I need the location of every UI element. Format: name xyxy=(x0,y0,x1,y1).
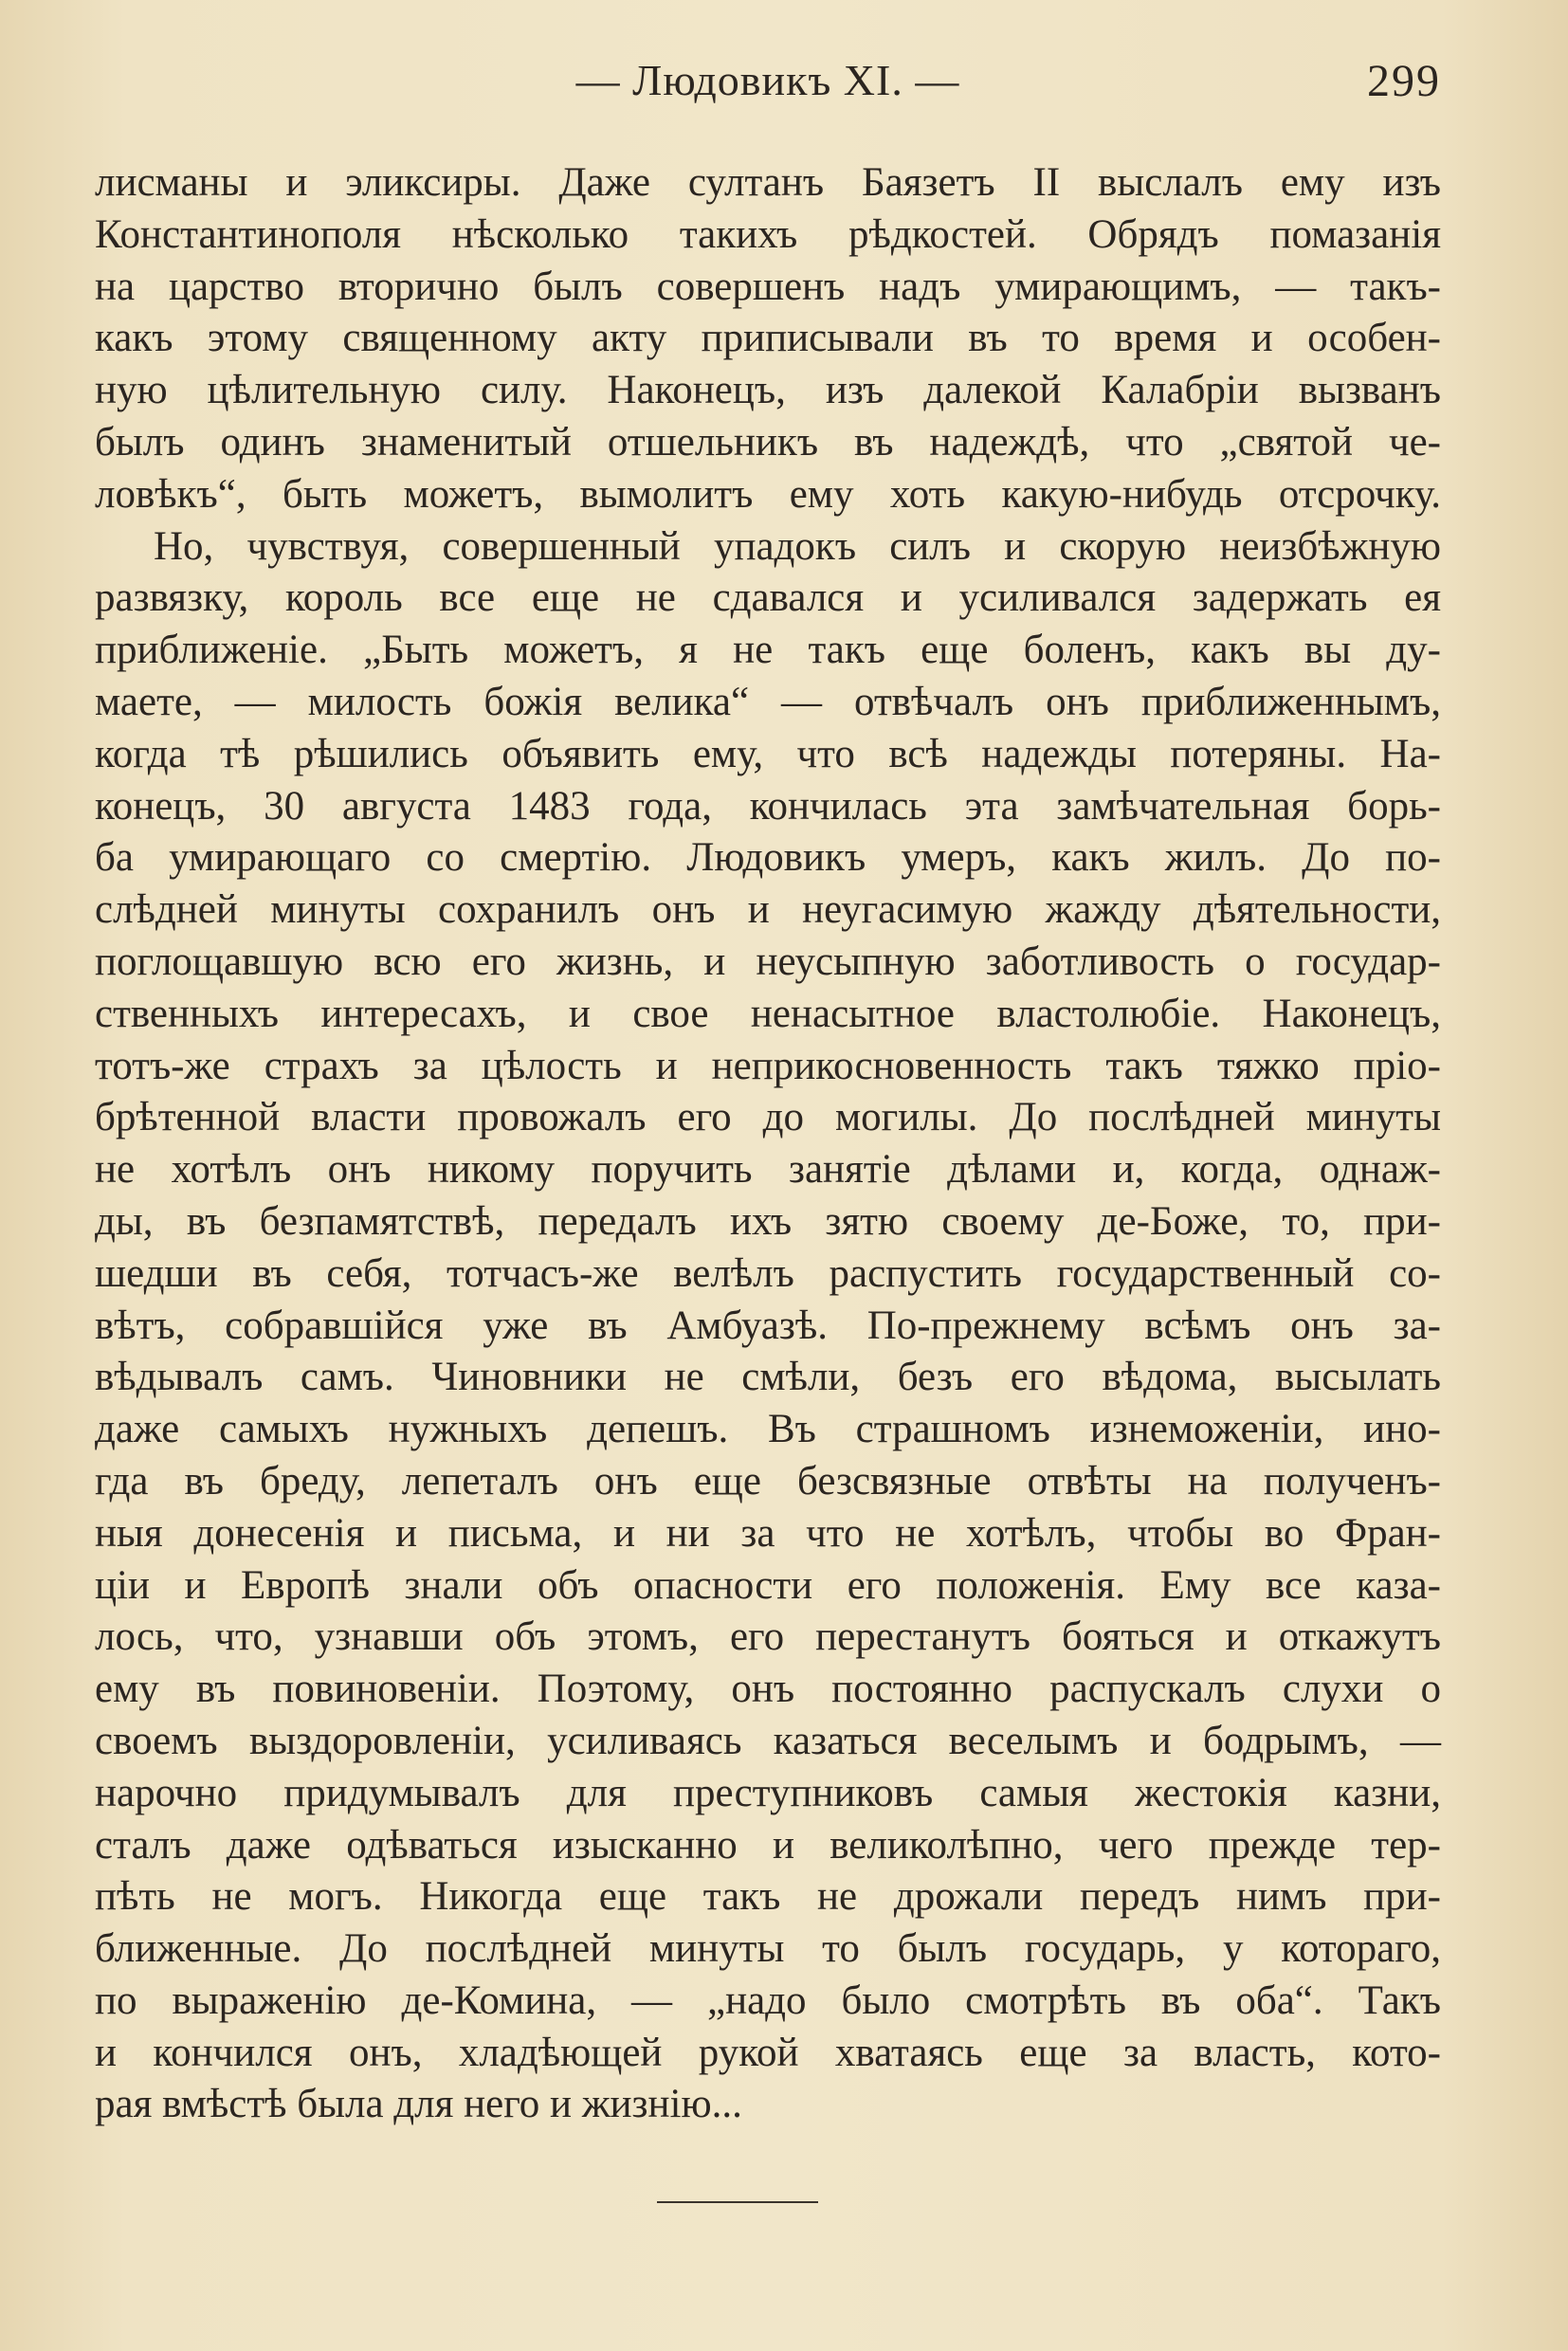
page-number: 299 xyxy=(1367,56,1441,106)
text-line: маете, — милость божія велика“ — отвѣчалъ онъ приближеннымъ, xyxy=(95,679,1441,724)
text-line: ды, въ безпамятствѣ, передалъ ихъ зятю своему де-Боже, то, при- xyxy=(95,1198,1441,1244)
text-line: нарочно придумывалъ для преступниковъ самыя жестокія казни, xyxy=(95,1770,1441,1815)
text-line: приближеніе. „Быть можетъ, я не такъ еще боленъ, какъ вы ду- xyxy=(95,628,1441,673)
text-line: ему въ повиновеніи. Поэтому, онъ постоянно распускалъ слухи о xyxy=(95,1667,1441,1712)
text-line: Константинополя нѣсколько такихъ рѣдкостей. Обрядъ помазанія xyxy=(95,211,1441,257)
text-line: Но, чувствуя, совершенный упадокъ силъ и скорую неизбѣжную xyxy=(154,523,1441,569)
page-header xyxy=(95,55,1441,112)
body-text xyxy=(95,157,1441,2131)
text-line: какъ этому священному акту приписывали въ то время и особен- xyxy=(95,316,1441,361)
paragraph-1 xyxy=(95,157,1441,521)
text-line: ба умирающаго со смертію. Людовикъ умеръ, какъ жилъ. До по- xyxy=(95,835,1441,881)
text-line: на царство вторично былъ совершенъ надъ умирающимъ, — такъ- xyxy=(95,264,1441,309)
text-line: не хотѣлъ онъ никому поручить занятіе дѣлами и, когда, однаж- xyxy=(95,1147,1441,1193)
end-rule xyxy=(657,2201,818,2203)
text-line: лось, что, узнавши объ этомъ, его перестанутъ бояться и откажутъ xyxy=(95,1614,1441,1660)
text-line: вѣдывалъ самъ. Чиновники не смѣли, безъ его вѣдома, высылать xyxy=(95,1355,1441,1400)
text-line: своемъ выздоровленіи, усиливаясь казаться веселымъ и бодрымъ, — xyxy=(95,1718,1441,1763)
text-line: ближенные. До послѣдней минуты то былъ государь, у котораго, xyxy=(95,1926,1441,1972)
text-line: вѣтъ, собравшійся уже въ Амбуазѣ. По-прежнему всѣмъ онъ за- xyxy=(95,1303,1441,1348)
running-title: — Людовикъ XI. — xyxy=(575,56,960,104)
text-line: конецъ, 30 августа 1483 года, кончилась эта замѣчательная борь- xyxy=(95,783,1441,829)
text-line: ціи и Европѣ знали объ опасности его положенія. Ему все каза- xyxy=(95,1562,1441,1608)
text-line: ловѣкъ“, быть можетъ, вымолитъ ему хоть какую-нибудь отсрочку. xyxy=(95,471,1441,517)
text-line: когда тѣ рѣшились объявить ему, что всѣ надежды потеряны. На- xyxy=(95,731,1441,776)
text-line: развязку, король все еще не сдавался и усиливался задержать ея xyxy=(95,575,1441,621)
text-line: пѣть не могъ. Никогда еще такъ не дрожали передъ нимъ при- xyxy=(95,1874,1441,1920)
text-line: по выраженію де-Комина, — „надо было смотрѣть въ оба“. Такъ xyxy=(95,1977,1441,2023)
text-line: былъ одинъ знаменитый отшельникъ въ надеждѣ, что „святой че- xyxy=(95,419,1441,465)
text-line: рая вмѣстѣ была для него и жизнію... xyxy=(95,2082,742,2127)
text-line: сталъ даже одѣваться изысканно и великолѣпно, чего прежде тер- xyxy=(95,1822,1441,1868)
text-line: ныя донесенія и письма, и ни за что не хотѣлъ, чтобы во Фран- xyxy=(95,1510,1441,1556)
text-line: ную цѣлительную силу. Наконецъ, изъ далекой Калабріи вызванъ xyxy=(95,368,1441,413)
text-line: ственныхъ интересахъ, и свое ненасытное властолюбіе. Наконецъ, xyxy=(95,991,1441,1036)
text-line: гда въ бреду, лепеталъ онъ еще безсвязные отвѣты на полученъ- xyxy=(95,1458,1441,1504)
text-line: поглощавшую всю его жизнь, и неусыпную заботливость о государ- xyxy=(95,939,1441,984)
text-line: лисманы и эликсиры. Даже султанъ Баязетъ II выслалъ ему изъ xyxy=(95,160,1441,205)
text-line: брѣтенной власти провожалъ его до могилы. До послѣдней минуты xyxy=(95,1095,1441,1140)
text-line: шедши въ себя, тотчасъ-же велѣлъ распустить государственный со- xyxy=(95,1250,1441,1296)
text-line: тотъ-же страхъ за цѣлость и неприкосновенность такъ тяжко пріо- xyxy=(95,1043,1441,1088)
text-line: даже самыхъ нужныхъ депешъ. Въ страшномъ изнеможеніи, ино- xyxy=(95,1407,1441,1452)
paragraph-2 xyxy=(95,521,1441,2132)
text-line: и кончился онъ, хладѣющей рукой хватаясь еще за власть, кото- xyxy=(95,2030,1441,2075)
text-line: слѣдней минуты сохранилъ онъ и неугасимую жажду дѣятельности, xyxy=(95,887,1441,933)
